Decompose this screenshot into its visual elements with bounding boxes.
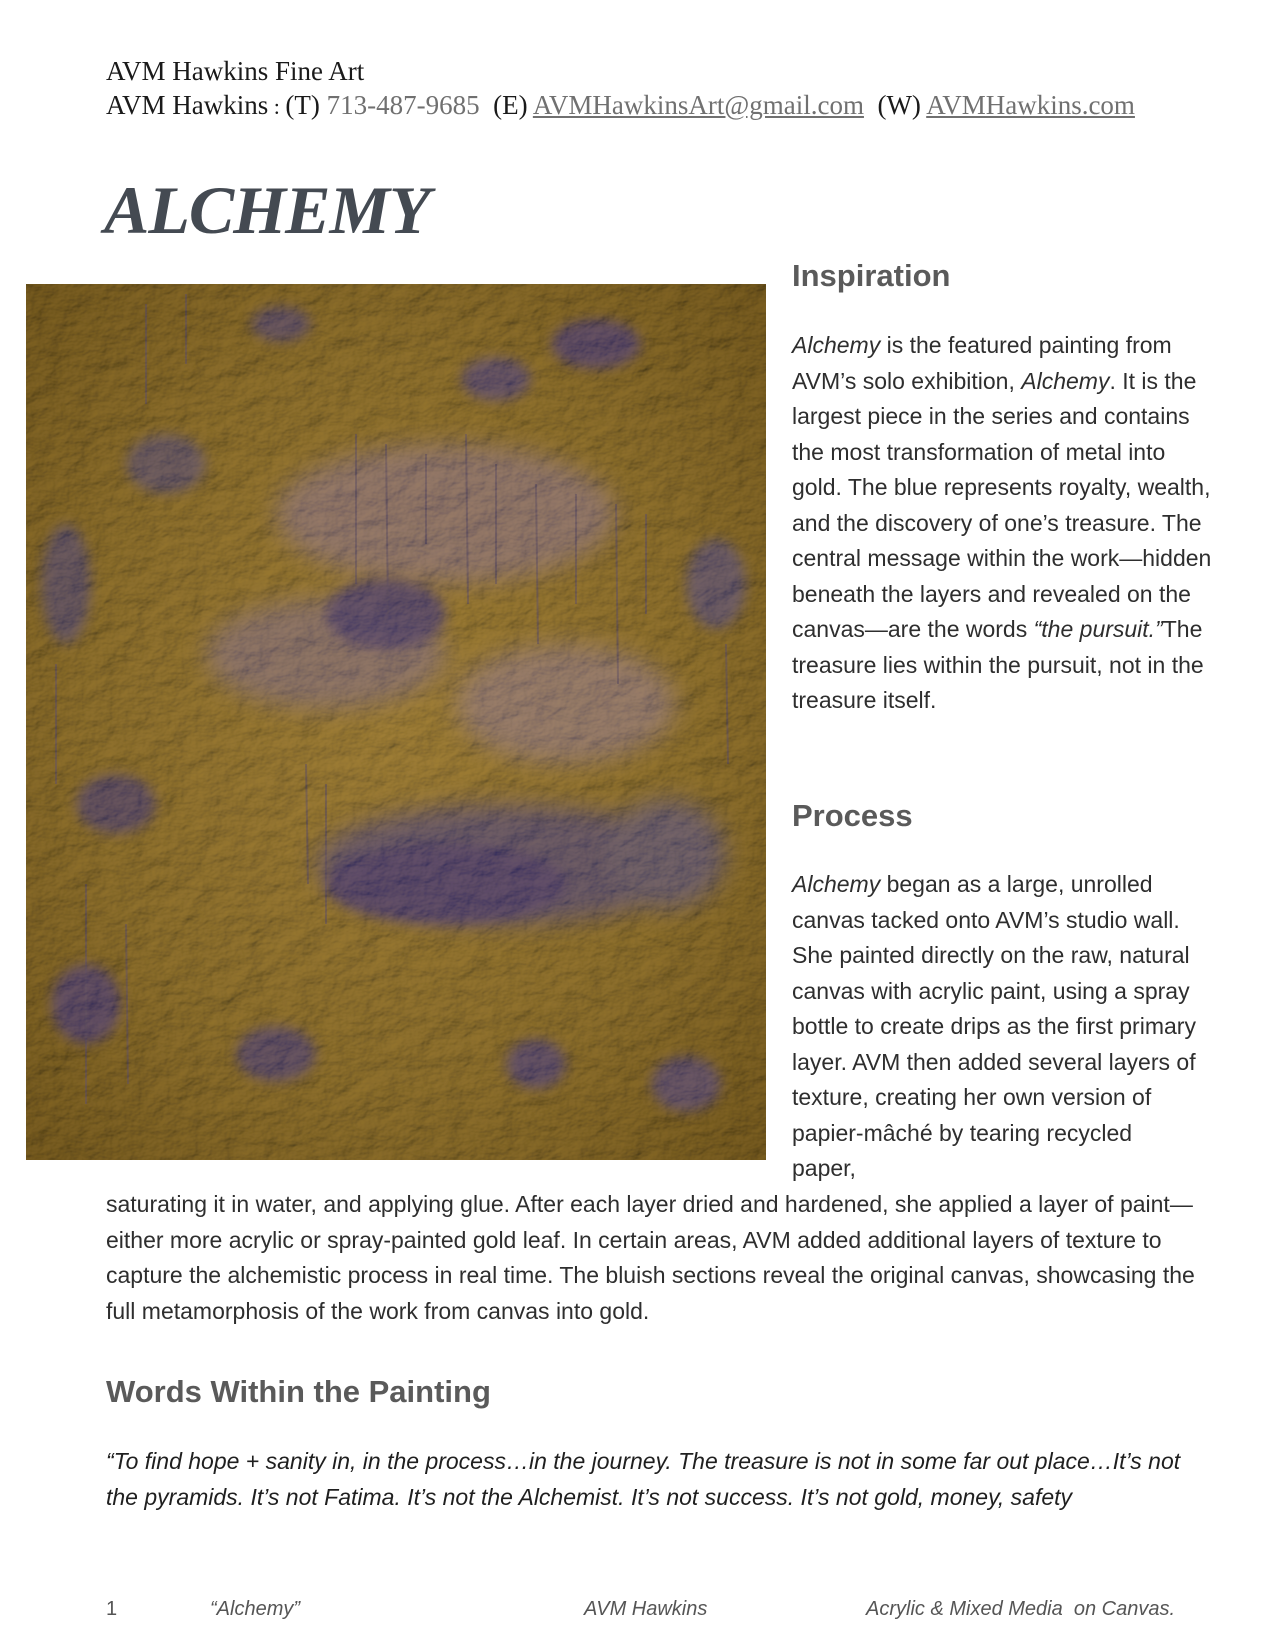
- email-label: (E): [493, 90, 528, 120]
- phone-label: (T): [285, 90, 320, 120]
- inspiration-text-2: . It is the largest piece in the series and contains the most transformation of metal into gold. The blue represents royalty, wealth, and the discovery of one’s treasure. The central message within the work—hidden beneath the layers and revealed on the canvas—are the words: [792, 367, 1212, 642]
- footer-page-number: 1: [106, 1598, 118, 1620]
- process-heading: Process: [792, 798, 913, 833]
- alchemy-painting-image: [26, 284, 766, 1160]
- footer-work-title: “Alchemy”: [210, 1598, 301, 1620]
- page-title: ALCHEMY: [104, 172, 430, 248]
- inspiration-quote-italic: “the pursuit.”: [1033, 616, 1163, 642]
- inspiration-paragraph: [792, 328, 1212, 719]
- footer-medium: Acrylic & Mixed Media on Canvas.: [866, 1598, 1176, 1620]
- website-link[interactable]: AVMHawkins.com: [926, 90, 1135, 120]
- web-label: (W): [877, 90, 921, 120]
- inspiration-title-italic: Alchemy: [792, 332, 881, 358]
- inspiration-text-1: is the featured painting from AVM’s solo exhibition,: [792, 332, 1172, 394]
- words-quote: “To find hope + sanity in, in the process…in the journey. The treasure is not in some far out place…It’s not the pyramids. It’s not Fatima. It’s not the Alchemist. It’s not success. It’s not gold, money, safety: [106, 1448, 1181, 1510]
- footer-artist: AVM Hawkins: [584, 1598, 708, 1620]
- phone-number[interactable]: 713-487-9685: [326, 90, 480, 120]
- process-paragraph-full: saturating it in water, and applying glue. After each layer dried and hardened, she applied a layer of paint—either more acrylic or spray-painted gold leaf. In certain areas, AVM added additional layers of texture to capture the alchemistic process in real time. The bluish sections reveal the original canvas, showcasing the full metamorphosis of the work from canvas into gold.: [106, 1191, 1195, 1324]
- email-link[interactable]: AVMHawkinsArt@gmail.com: [532, 90, 864, 120]
- letterhead: [106, 54, 1135, 124]
- name-separator: :: [268, 94, 286, 119]
- inspiration-exhibition-italic: Alchemy: [1021, 367, 1110, 394]
- process-text-1: began as a large, unrolled canvas tacked onto AVM’s studio wall. She painted directly on the raw, natural canvas with acrylic paint, using a spray bottle to create drips as the first primary layer. AVM then added several layers of texture, creating her own version of papier-mâché by tearing recycled paper,: [792, 871, 1196, 1181]
- company-name: AVM Hawkins Fine Art: [106, 56, 365, 86]
- inspiration-heading: Inspiration: [792, 258, 951, 293]
- process-title-italic: Alchemy: [792, 871, 881, 897]
- words-heading: Words Within the Painting: [106, 1374, 491, 1409]
- inspiration-text-3: The treasure lies within the pursuit, not in the treasure itself.: [792, 616, 1204, 713]
- contact-line: [106, 88, 1135, 124]
- process-paragraph-column: [792, 867, 1198, 1187]
- artist-name: AVM Hawkins: [106, 90, 269, 120]
